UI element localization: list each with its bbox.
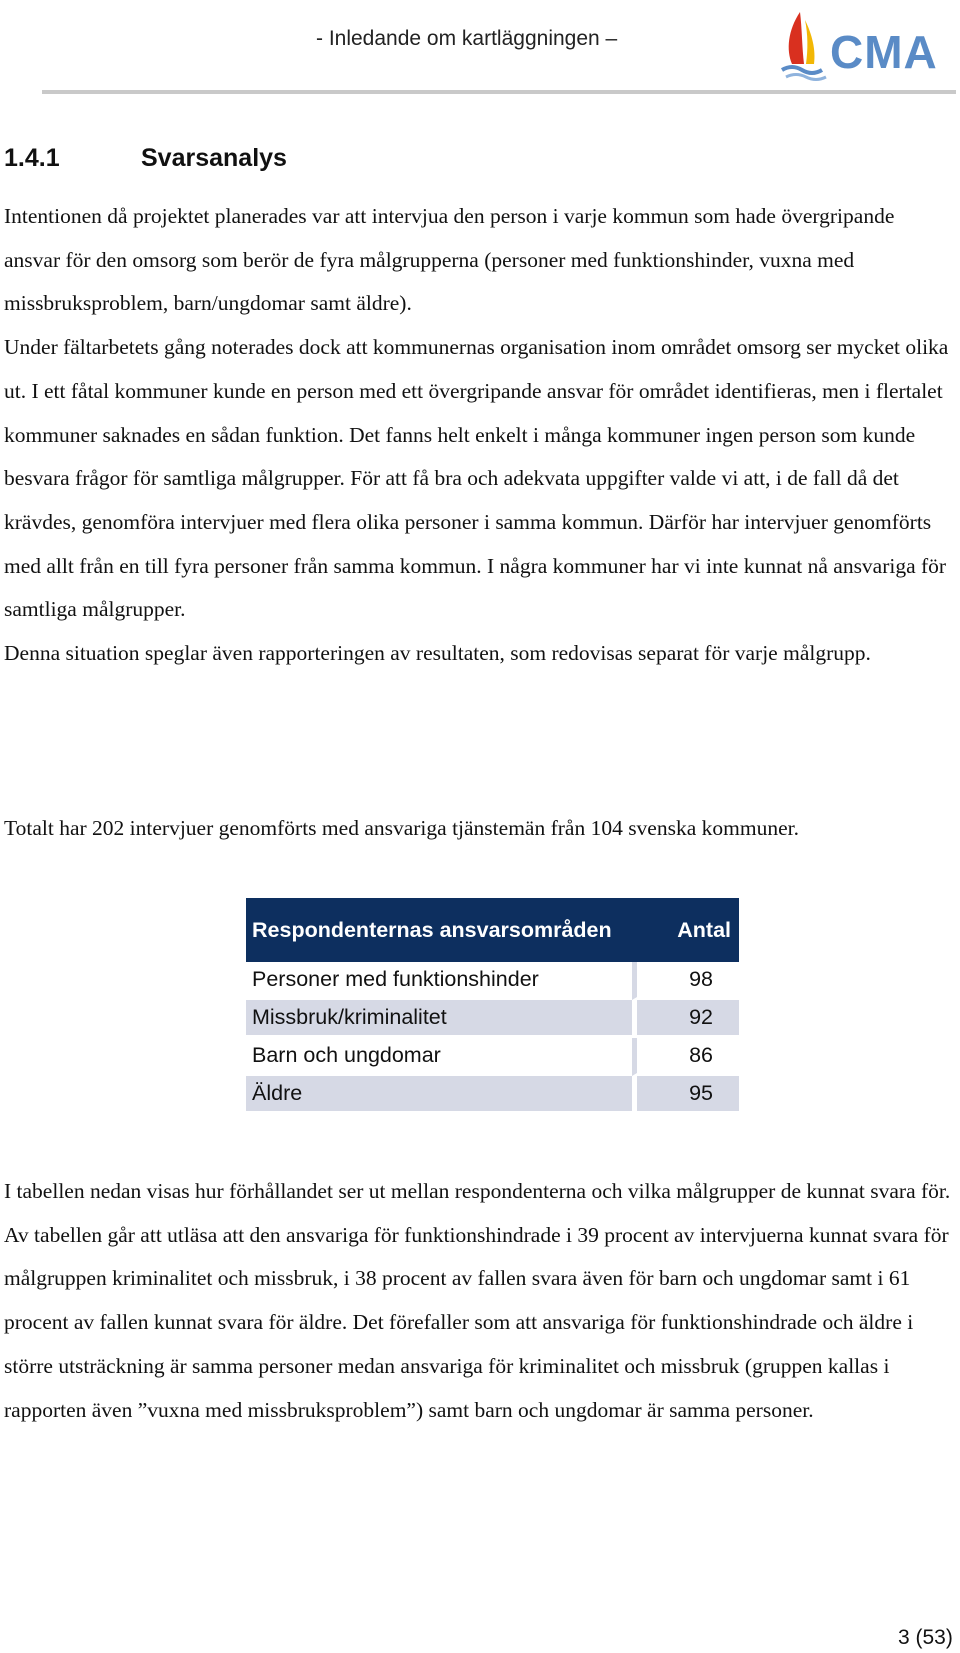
sail-red-icon	[789, 12, 804, 64]
table-cell-category: Personer med funktionshinder	[246, 962, 632, 1000]
table-cell-count: 95	[632, 1076, 739, 1114]
body-paragraph-bottom	[4, 1170, 954, 1432]
paragraph: Under fältarbetets gång noterades dock att kommunernas organisation inom området omsorg ser mycket olika ut. I ett fåtal kommuner kunde en person med ett övergripande ansvar för området identifieras, men i flertalet kommuner saknades en sådan funktion. Det fanns helt enkelt i många kommuner ingen person som kunde besvara frågor för samtliga målgrupper. För att få bra och adekvata uppgifter valde vi att, i de fall då det krävdes, genomföra intervjuer med flera olika personer i samma kommun. Därför har intervjuer genomförts med allt från en till fyra personer från samma kommun. I några kommuner har vi inte kunnat nå ansvariga för samtliga målgrupper.	[4, 335, 949, 622]
table-cell-category: Äldre	[246, 1076, 632, 1114]
table-row	[246, 1000, 739, 1038]
header-rule	[42, 90, 956, 94]
paragraph: Totalt har 202 intervjuer genomförts med ansvariga tjänstemän från 104 svenska kommuner.	[4, 816, 799, 840]
table-cell-count: 86	[632, 1038, 739, 1076]
table-header-row	[246, 898, 739, 962]
paragraph: I tabellen nedan visas hur förhållandet ser ut mellan respondenterna och vilka målgrupper de kunnat svara för. Av tabellen går att utläsa att den ansvariga för funktionshindrade i 39 procent av intervjuerna kunnat svara för målgruppen kriminalitet och missbruk, i 38 procent av fallen svara även för barn och ungdomar samt i 61 procent av fallen kunnat svara för äldre. Det förefaller som att ansvariga för funktionshindrade och äldre i större utsträckning är samma personer medan ansvariga för kriminalitet och missbruk (gruppen kallas i rapporten även ”vuxna med missbruksproblem”) samt barn och ungdomar är samma personer.	[4, 1179, 951, 1422]
table-cell-count: 92	[632, 1000, 739, 1038]
respondents-table	[246, 898, 739, 1114]
running-header: - Inledande om kartläggningen –	[316, 27, 618, 50]
table-cell-category: Barn och ungdomar	[246, 1038, 632, 1076]
paragraph: Intentionen då projektet planerades var att intervjua den person i varje kommun som hade övergripande ansvar för den omsorg som berör de fyra målgrupperna (personer med funktionshinder, vuxna med missbruksproblem, barn/ungdomar samt äldre).	[4, 204, 895, 316]
table-row	[246, 1038, 739, 1076]
table-cell-count: 98	[632, 962, 739, 1000]
section-title: Svarsanalys	[141, 144, 287, 172]
wave-icon	[782, 67, 822, 73]
sail-yellow-icon	[805, 20, 815, 64]
table-row	[246, 1076, 739, 1114]
table-row	[246, 962, 739, 1000]
page-number: 3 (53)	[898, 1626, 953, 1649]
paragraph: Denna situation speglar även rapporteringen av resultaten, som redovisas separat för varje målgrupp.	[4, 641, 871, 666]
section-number: 1.4.1	[4, 144, 60, 172]
section-heading	[4, 144, 287, 173]
cma-logo	[778, 6, 958, 84]
total-interviews-paragraph	[4, 807, 954, 851]
table-header-category: Respondenternas ansvarsområden	[246, 898, 632, 962]
table-header-count: Antal	[632, 898, 739, 962]
table-cell-category: Missbruk/kriminalitet	[246, 1000, 632, 1038]
logo-text: CMA	[830, 26, 938, 78]
body-paragraphs-top	[4, 195, 954, 676]
